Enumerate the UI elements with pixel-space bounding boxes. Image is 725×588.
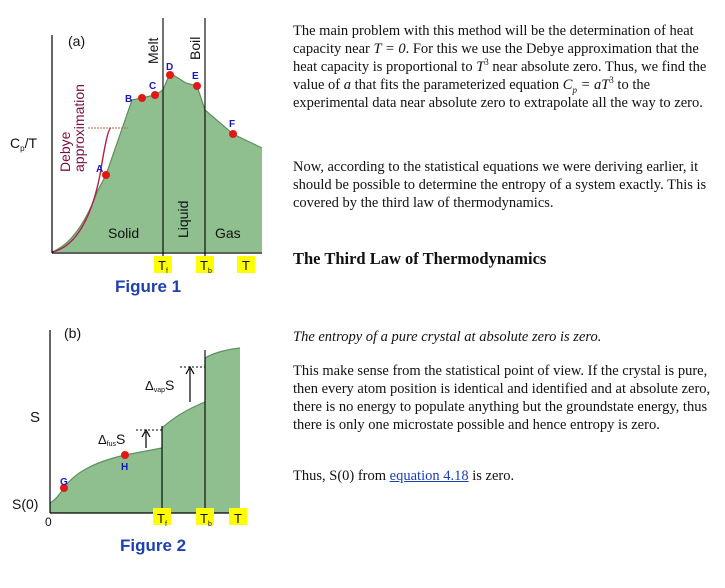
equation-link[interactable]: equation 4.18 <box>389 468 469 484</box>
fig1-point-a-label: A <box>96 164 104 175</box>
fig1-point-f-label: F <box>229 119 236 130</box>
fig1-y-label: $C_p/T$ <box>10 135 38 153</box>
fig1-point-b <box>138 94 146 102</box>
fig1-point-f <box>229 130 237 138</box>
figure-2-chart <box>0 310 290 580</box>
fig1-point-c-label: C <box>149 81 157 92</box>
third-law-statement: The entropy of a pure crystal at absolute zero is zero. <box>293 329 602 345</box>
fig2-panel-label: (b) <box>64 325 82 341</box>
region-liquid-label: Liquid <box>175 200 191 238</box>
section-heading-third-law: The Third Law of Thermodynamics <box>293 249 547 268</box>
fig1-tick-tf: $T_f$ <box>158 258 168 275</box>
fig1-panel-label: (a) <box>68 33 86 49</box>
paragraph-statistical: Now, according to the statistical equations we were deriving earlier, it should be possible to determine the entropy of a system exactly. This is covered by the third law of thermodynamics. <box>293 159 707 211</box>
region-gas-label: Gas <box>215 225 241 241</box>
delta-vap-label: ΔvapS <box>145 377 175 394</box>
paragraph-explanation: This make sense from the statistical point of view. If the crystal is pure, then every atom position is identical and identified and at absolute zero, there is no energy to populate anything but the groundstate energy, thus there is only one microstate possible and hence entropy is zero. <box>293 363 711 433</box>
figure-1-caption: Figure 1 <box>115 277 182 296</box>
paragraph-conclusion: Thus, S(0) from equation 4.18 is zero. <box>293 468 515 484</box>
fig1-point-d-label: D <box>166 62 174 73</box>
fig1-point-b-label: B <box>125 94 133 105</box>
fig2-y-label: S <box>30 409 41 426</box>
fig1-tick-t: T <box>242 258 250 273</box>
debye-label-line2: approximation <box>71 84 87 172</box>
boil-label: Boil <box>187 36 203 60</box>
fig2-y-zero-label: S(0) <box>12 496 39 512</box>
fig2-tick-tf: $T_f$ <box>157 511 167 528</box>
figure-1-chart <box>0 0 290 300</box>
fig1-point-c <box>151 91 159 99</box>
paragraph-debye-method: The main problem with this method will be the determination of heat capacity near T = 0. For this we use the Debye approximation that the heat capacity is proportional to $T^3$ near absolute zero. Thus, we find the value of a that fits the parameterized equation $C_p = aT^3$ to the experimental data near absolute zero to extrapolate all the way to zero. <box>293 23 707 111</box>
fig1-point-e <box>193 82 201 90</box>
figure-2-caption: Figure 2 <box>120 536 187 555</box>
melt-label: Melt <box>145 37 161 64</box>
delta-fus-label: ΔfusS <box>98 431 126 448</box>
fig2-point-h <box>121 451 129 459</box>
region-solid-label: Solid <box>108 225 140 241</box>
fig2-tick-t: T <box>234 511 242 526</box>
fig2-x-zero-label: 0 <box>45 515 52 529</box>
fig2-tick-tb: $T_b$ <box>200 511 212 528</box>
fig1-point-e-label: E <box>192 71 199 82</box>
fig2-point-h-label: H <box>121 462 129 473</box>
debye-label-line1: Debye <box>57 131 73 172</box>
fig2-point-g-label: G <box>60 477 68 488</box>
fig1-tick-tb: $T_b$ <box>200 258 212 275</box>
